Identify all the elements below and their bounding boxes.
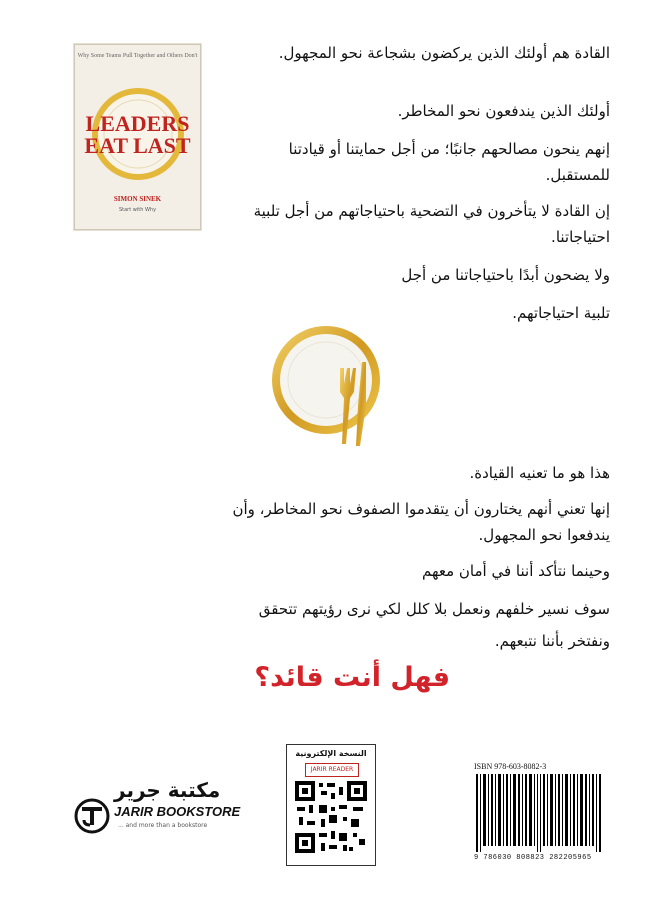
- paragraph-3: إنهم ينحون مصالحهم جانبًا؛ من أجل حمايتنا أو قيادتنا للمستقبل.: [288, 140, 610, 184]
- paragraph-4: إن القادة لا يتأخرون في التضحية باحتياجاتهم من أجل تلبية احتياجاتنا.: [253, 202, 610, 246]
- logo-arabic: مكتبة جرير: [114, 778, 221, 802]
- cover-title-line2: EAT LAST: [84, 133, 191, 158]
- qr-label: النسخة الإلكترونية: [295, 749, 367, 758]
- qr-brand: JARIR READER: [305, 763, 359, 777]
- isbn-barcode: [474, 762, 606, 868]
- call-to-action-question: فهل أنت قائد؟: [254, 662, 450, 693]
- book-cover-thumbnail: [74, 44, 201, 230]
- logo-english: JARIR BOOKSTORE: [114, 804, 241, 819]
- qr-code-icon: [295, 781, 367, 853]
- jarir-logo-icon: [74, 798, 110, 834]
- paragraph-9: وحينما نتأكد أننا في أمان معهم: [421, 562, 610, 580]
- cover-tagline: Why Some Teams Pull Together and Others Don't: [77, 53, 198, 59]
- cover-subtitle: Start with Why: [118, 207, 157, 213]
- paragraph-6: تلبية احتياجاتهم.: [512, 304, 610, 322]
- paragraph-5: ولا يضحون أبدًا باحتياجاتنا من أجل: [401, 266, 610, 284]
- paragraph-2: أولئك الذين يندفعون نحو المخاطر.: [397, 102, 610, 120]
- cover-title-line1: LEADERS: [85, 111, 190, 136]
- qr-code-panel: [286, 744, 376, 866]
- paragraph-11: ونفتخر بأننا نتبعهم.: [494, 632, 610, 650]
- paragraph-1: القادة هم أولئك الذين يركضون بشجاعة نحو المجهول.: [278, 44, 610, 62]
- barcode-icon: [474, 774, 606, 852]
- paragraph-10: سوف نسير خلفهم ونعمل بلا كلل لكي نرى رؤيتهم تتحقق: [258, 600, 610, 618]
- jarir-bookstore-logo: [74, 778, 244, 858]
- isbn-text: ISBN 978-603-8082-3: [474, 762, 547, 771]
- cover-author: SIMON SINEK: [113, 195, 162, 203]
- barcode-digits: 9 786030 808823 282205965: [474, 854, 592, 862]
- paragraph-8: إنها تعني أنهم يختارون أن يتقدموا الصفوف نحو المخاطر، وأن يندفعوا نحو المجهول.: [232, 500, 610, 544]
- plate-fork-knife-icon: [268, 322, 388, 452]
- logo-tagline: ... and more than a bookstore: [118, 822, 208, 829]
- paragraph-7: هذا هو ما تعنيه القيادة.: [469, 464, 610, 482]
